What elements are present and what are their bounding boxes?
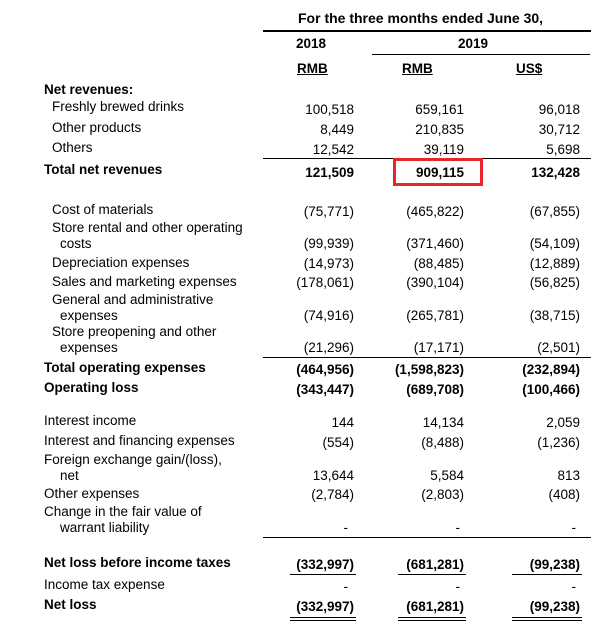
currency-2018-rmb: RMB [297, 61, 328, 76]
subtotal-rule [263, 537, 591, 538]
cell-2019-usd: (56,825) [529, 275, 580, 290]
cell-2019-usd: (12,889) [529, 256, 580, 271]
cell-2018-rmb: - [343, 579, 348, 594]
final-double-rule [398, 617, 466, 618]
cell-2018-rmb: 121,509 [305, 165, 354, 180]
cell-2019-rmb: 14,134 [422, 415, 464, 430]
cell-2019-rmb: (88,485) [413, 256, 464, 271]
cell-2019-rmb: - [455, 520, 460, 535]
cell-2019-rmb: - [455, 579, 460, 594]
cell-2018-rmb: - [343, 520, 348, 535]
cell-2019-usd: 96,018 [538, 102, 580, 117]
cell-2018-rmb: 100,518 [305, 102, 354, 117]
row-label: Income tax expense [44, 577, 165, 592]
cell-2018-rmb: (2,784) [311, 487, 354, 502]
row-label: Interest income [44, 413, 137, 428]
cell-2019-usd: (408) [548, 487, 580, 502]
row-label: Change in the fair value of [44, 504, 202, 519]
cell-2019-rmb: 909,115 [415, 165, 464, 180]
cell-2019-usd: (38,715) [529, 308, 580, 323]
cell-2018-rmb: (99,939) [303, 236, 354, 251]
cell-2018-rmb: 13,644 [312, 468, 354, 483]
period-heading: For the three months ended June 30, [298, 10, 544, 26]
cell-2018-rmb: (75,771) [303, 204, 354, 219]
cell-2018-rmb: (21,296) [303, 340, 354, 355]
cell-2018-rmb: 144 [331, 415, 354, 430]
cell-2018-rmb: (74,916) [303, 308, 354, 323]
row-label: Net loss before income taxes [44, 555, 231, 570]
cell-2018-rmb: (178,061) [296, 275, 354, 290]
row-label: Operating loss [44, 380, 139, 395]
row-label: Foreign exchange gain/(loss), [44, 452, 222, 467]
cell-2019-rmb: 210,835 [415, 122, 464, 137]
row-label: Others [52, 140, 93, 155]
final-double-rule [290, 620, 356, 621]
subtotal-rule [263, 357, 591, 358]
cell-2019-usd: 30,712 [538, 122, 580, 137]
cell-2019-usd: 2,059 [546, 415, 580, 430]
row-label: Store rental and other operating [52, 220, 243, 235]
cell-2019-usd: 132,428 [531, 165, 580, 180]
header-rule [263, 30, 591, 32]
row-label: Depreciation expenses [52, 255, 190, 270]
row-label-continued: expenses [60, 308, 118, 323]
final-double-rule [512, 620, 582, 621]
cell-2019-rmb: 659,161 [415, 102, 464, 117]
cell-2018-rmb: (14,973) [303, 256, 354, 271]
cell-2019-rmb: (689,708) [406, 382, 464, 397]
cell-2018-rmb: 12,542 [312, 142, 354, 157]
row-label: Total operating expenses [44, 360, 206, 375]
row-label-continued: warrant liability [60, 520, 150, 535]
currency-2019-rmb: RMB [402, 61, 433, 76]
cell-2019-usd: (100,466) [522, 382, 580, 397]
year-2019-rule [372, 54, 590, 55]
currency-2019-usd: US$ [516, 61, 543, 76]
row-label-continued: expenses [60, 340, 118, 355]
year-2018-heading: 2018 [296, 36, 327, 51]
cell-2019-usd: (232,894) [522, 362, 580, 377]
year-2019-heading: 2019 [458, 36, 489, 51]
final-double-rule [512, 617, 582, 618]
cell-2019-usd: - [571, 520, 576, 535]
cell-2019-usd: (99,238) [529, 557, 580, 572]
cell-2018-rmb: (332,997) [296, 599, 354, 614]
cell-2019-rmb: (265,781) [406, 308, 464, 323]
row-label: Store preopening and other [52, 324, 217, 339]
row-label: Freshly brewed drinks [52, 99, 185, 114]
row-label: Total net revenues [44, 162, 163, 177]
cell-2019-rmb: (681,281) [406, 557, 464, 572]
cell-2019-usd: - [571, 579, 576, 594]
cell-2018-rmb: (332,997) [296, 557, 354, 572]
row-label: Cost of materials [52, 202, 154, 217]
cell-2019-rmb: (390,104) [406, 275, 464, 290]
cell-2019-rmb: 5,584 [430, 468, 464, 483]
row-label-continued: costs [60, 236, 92, 251]
cell-2019-rmb: (371,460) [406, 236, 464, 251]
row-label: Net loss [44, 597, 97, 612]
cell-2019-rmb: (2,803) [421, 487, 464, 502]
cell-2018-rmb: (343,447) [296, 382, 354, 397]
row-label: Other products [52, 120, 142, 135]
cell-2019-rmb: (465,822) [406, 204, 464, 219]
highlight-box [393, 158, 483, 186]
cell-2019-rmb: 39,119 [423, 142, 464, 157]
cell-2019-rmb: (681,281) [406, 599, 464, 614]
cell-2019-rmb: (17,171) [413, 340, 464, 355]
cell-2019-usd: (2,501) [537, 340, 580, 355]
row-label: Sales and marketing expenses [52, 274, 237, 289]
cell-2018-rmb: (464,956) [296, 362, 354, 377]
row-label: General and administrative [52, 292, 214, 307]
cell-2018-rmb: (554) [322, 435, 354, 450]
cell-2019-usd: (67,855) [529, 204, 580, 219]
cell-2019-usd: (54,109) [529, 236, 580, 251]
cell-2019-usd: 813 [557, 468, 580, 483]
row-label: Interest and financing expenses [44, 433, 235, 448]
cell-2019-usd: (1,236) [537, 435, 580, 450]
total-rule [398, 574, 466, 575]
total-rule [290, 574, 356, 575]
total-rule [512, 574, 582, 575]
final-double-rule [398, 620, 466, 621]
cell-2019-rmb: (1,598,823) [394, 362, 464, 377]
cell-2019-usd: 5,698 [546, 142, 580, 157]
cell-2018-rmb: 8,449 [320, 122, 354, 137]
row-label: Other expenses [44, 486, 140, 501]
final-double-rule [290, 617, 356, 618]
cell-2019-rmb: (8,488) [421, 435, 464, 450]
cell-2019-usd: (99,238) [529, 599, 580, 614]
row-label-continued: net [60, 468, 79, 483]
row-label: Net revenues: [44, 82, 134, 97]
